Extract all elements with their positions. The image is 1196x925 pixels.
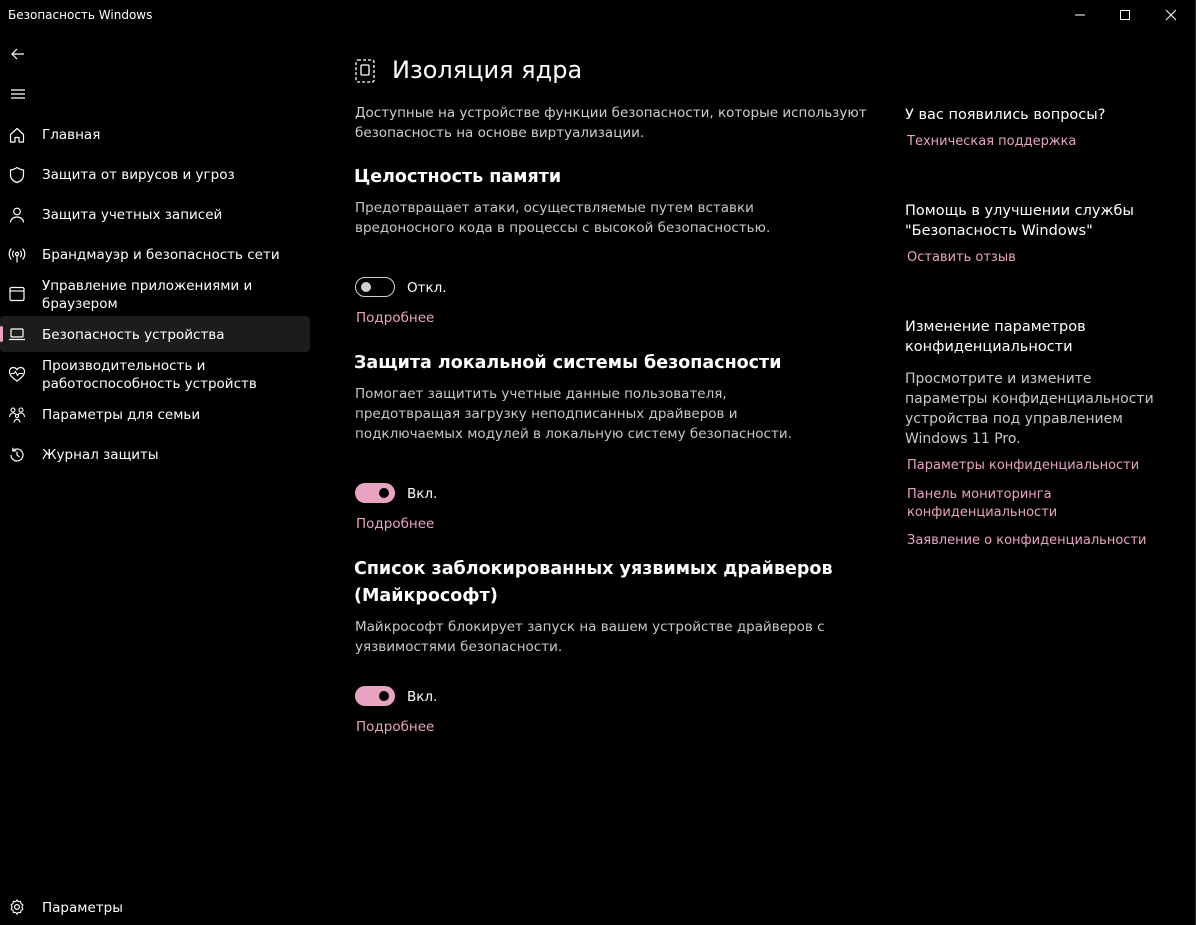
toggle-knob (361, 282, 371, 292)
family-icon (8, 406, 26, 424)
privacy-settings-link[interactable]: Параметры конфиденциальности (907, 458, 1140, 473)
section-desc-memory-integrity: Предотвращает атаки, осуществляемые путем вставки вредоносного кода в процессы с высокой безопасностью. (355, 200, 771, 236)
shield-icon (8, 166, 26, 184)
sidebar-item-device-security[interactable] (0, 316, 310, 352)
toggle-knob (379, 488, 389, 498)
privacy-text: Просмотрите и измените параметры конфиденциальности устройства под управлением Windows 11 Pro. (905, 371, 1154, 447)
hamburger-menu-button[interactable] (0, 77, 36, 111)
person-icon (8, 206, 26, 224)
title-bar (0, 0, 1196, 30)
sidebar-item-protection-history[interactable] (0, 438, 310, 472)
minimize-icon (1074, 9, 1086, 21)
hamburger-icon (10, 86, 26, 102)
network-antenna-icon (8, 246, 26, 264)
lsa-protection-toggle-label: Вкл. (407, 486, 438, 502)
close-icon (1165, 9, 1177, 21)
sidebar-item-app-browser[interactable] (0, 276, 310, 316)
sidebar-item-account-protection[interactable] (0, 198, 310, 232)
core-isolation-icon (354, 58, 376, 88)
section-desc-lsa-protection: Помогает защитить учетные данные пользователя, предотвращая загрузку неподписанных драйверов и подключаемых модулей в локальную систему безопасности. (355, 386, 792, 442)
sidebar-item-label: Параметры (42, 900, 123, 916)
sidebar-item-label: Производительность и работоспособность устройств (42, 358, 257, 392)
sidebar-item-label: Защита от вирусов и угроз (42, 167, 235, 183)
sidebar-item-label: Брандмауэр и безопасность сети (42, 247, 280, 263)
driver-blocklist-learn-more-link[interactable]: Подробнее (356, 719, 435, 735)
minimize-button[interactable] (1057, 0, 1103, 30)
driver-blocklist-toggle[interactable] (355, 686, 395, 706)
privacy-dashboard-link[interactable]: Панель мониторинга конфиденциальности (907, 487, 1058, 520)
feedback-link[interactable]: Оставить отзыв (907, 250, 1016, 265)
sidebar-item-family-options[interactable] (0, 398, 310, 432)
memory-integrity-learn-more-link[interactable]: Подробнее (356, 310, 435, 326)
sidebar-item-home[interactable] (0, 118, 310, 152)
heart-pulse-icon (8, 365, 26, 383)
home-icon (8, 126, 26, 144)
sidebar-item-performance-health[interactable] (0, 356, 310, 396)
improve-heading: Помощь в улучшении службы "Безопасность Windows" (905, 203, 1134, 239)
lsa-protection-toggle[interactable] (355, 483, 395, 503)
privacy-heading: Изменение параметров конфиденциальности (905, 319, 1086, 355)
lsa-protection-learn-more-link[interactable]: Подробнее (356, 516, 435, 532)
back-arrow-icon (10, 46, 26, 62)
toggle-knob (379, 691, 389, 701)
section-title-lsa-protection: Защита локальной системы безопасности (354, 353, 782, 373)
app-browser-icon (8, 285, 26, 303)
back-button[interactable] (0, 37, 36, 71)
sidebar-item-virus-protection[interactable] (0, 158, 310, 192)
page-intro: Доступные на устройстве функции безопасности, которые используют безопасность на основе виртуализации. (355, 105, 867, 141)
sidebar-item-settings[interactable] (0, 890, 310, 924)
sidebar-item-label: Главная (42, 127, 101, 143)
sidebar-item-firewall[interactable] (0, 238, 310, 272)
gear-icon (8, 898, 26, 916)
sidebar-item-label: Параметры для семьи (42, 407, 201, 423)
laptop-icon (8, 325, 26, 343)
section-title-driver-blocklist: Список заблокированных уязвимых драйверов (Майкрософт) (354, 559, 833, 606)
sidebar-item-label: Безопасность устройства (42, 327, 225, 343)
section-desc-driver-blocklist: Майкрософт блокирует запуск на вашем устройстве драйверов с уязвимостями безопасности. (355, 619, 825, 655)
driver-blocklist-toggle-label: Вкл. (407, 689, 438, 705)
sidebar-item-label: Журнал защиты (42, 447, 159, 463)
history-icon (8, 446, 26, 464)
support-link[interactable]: Техническая поддержка (907, 134, 1077, 149)
section-title-memory-integrity: Целостность памяти (354, 167, 562, 187)
page-title: Изоляция ядра (392, 56, 583, 84)
memory-integrity-toggle-label: Откл. (407, 280, 447, 296)
questions-heading: У вас появились вопросы? (905, 107, 1106, 123)
app-title: Безопасность Windows (8, 8, 153, 22)
active-indicator (0, 326, 3, 342)
maximize-button[interactable] (1102, 0, 1148, 30)
memory-integrity-toggle[interactable] (355, 277, 395, 297)
sidebar-item-label: Управление приложениями и браузером (42, 278, 253, 312)
close-button[interactable] (1148, 0, 1194, 30)
privacy-statement-link[interactable]: Заявление о конфиденциальности (907, 533, 1147, 548)
maximize-icon (1119, 9, 1131, 21)
sidebar-item-label: Защита учетных записей (42, 207, 223, 223)
